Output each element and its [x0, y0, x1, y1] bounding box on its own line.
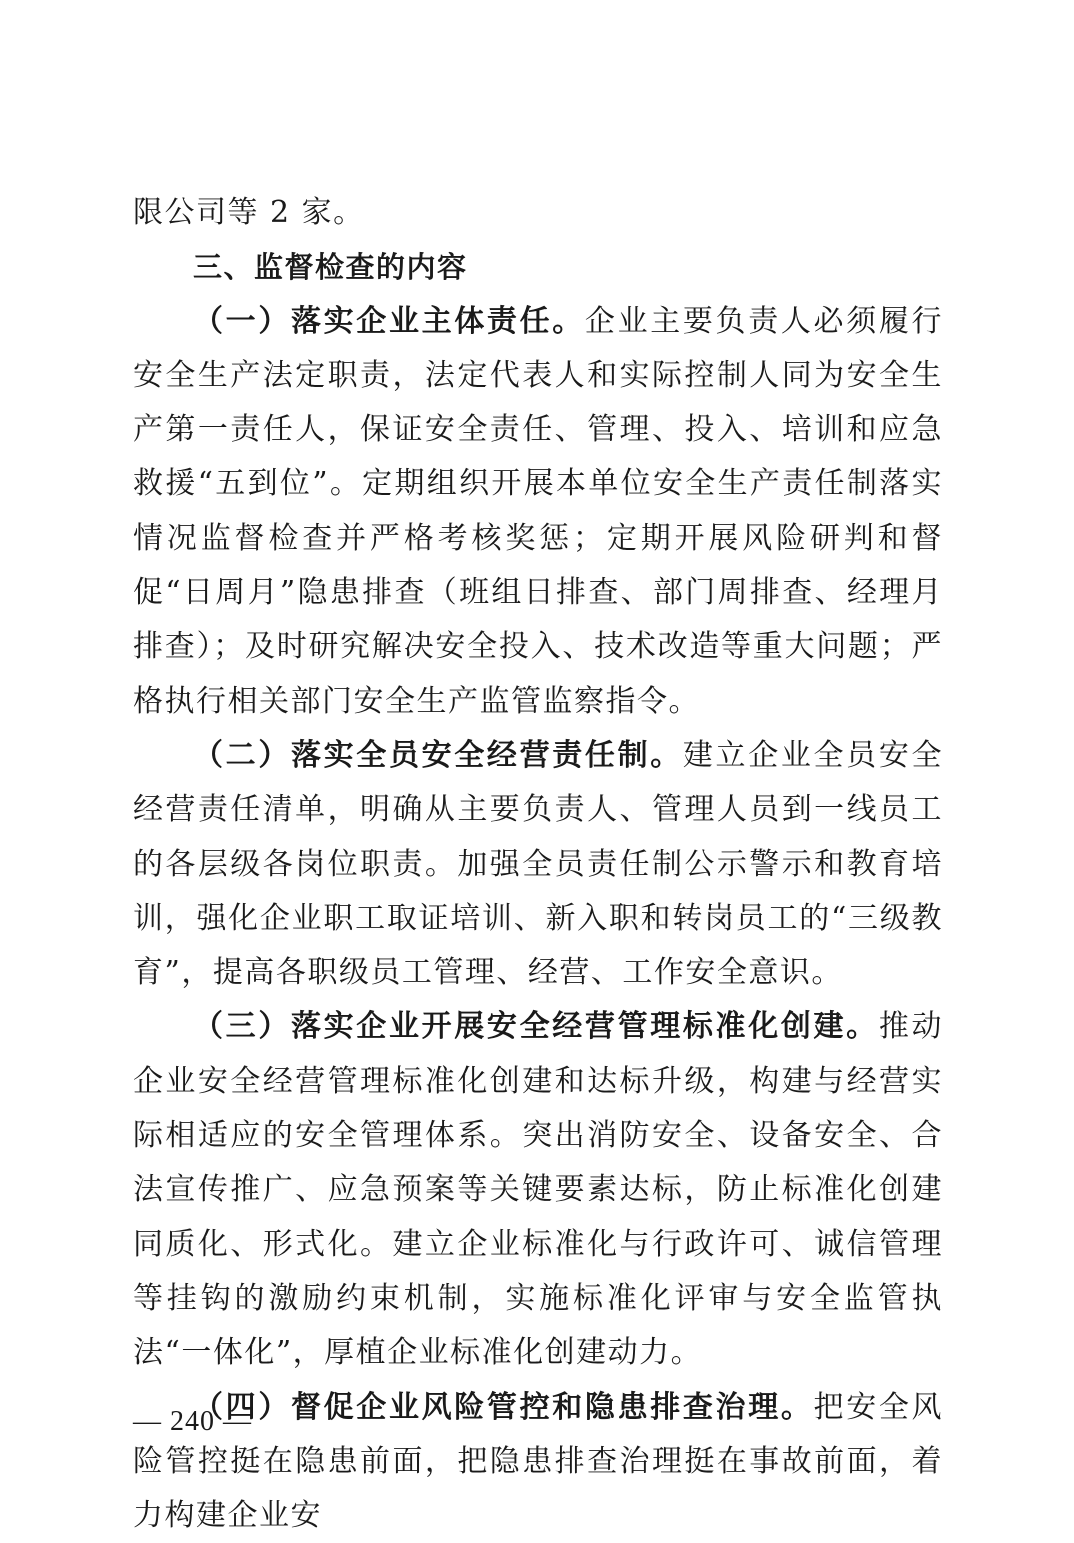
continuation-paragraph: 限公司等 2 家。: [133, 195, 365, 230]
item-1-title: （一）落实企业主体责任。: [193, 303, 585, 339]
page-number: — 240 —: [133, 1406, 252, 1437]
item-2-title: （二）落实全员安全经营责任制。: [193, 737, 683, 773]
item-4-title: （四）督促企业风险管控和隐患排查治理。: [193, 1389, 814, 1425]
item-4-body: 把安全风险管控挺在隐患前面，把隐患排查治理挺在事故前面，着力构建企业安: [133, 1389, 944, 1534]
item-3-title: （三）落实企业开展安全经营管理标准化创建。: [193, 1009, 879, 1045]
body-text: [133, 186, 943, 1543]
paragraph-item-1: [133, 295, 943, 729]
item-2-body: 建立企业全员安全经营责任清单，明确从主要负责人、管理人员到一线员工的各层级各岗位职责。加强全员责任制公示警示和教育培训，强化企业职工取证培训、新入职和转岗员工的“三级教育”，提高各职级员工管理、经营、工作安全意识。: [133, 737, 944, 991]
paragraph-item-3: [133, 1000, 943, 1380]
section-heading: 三、监督检查的内容: [193, 250, 468, 285]
paragraph-item-4: [133, 1381, 943, 1543]
item-1-body: 企业主要负责人必须履行安全生产法定职责，法定代表人和实际控制人同为安全生产第一责任人，保证安全责任、管理、投入、培训和应急救援“五到位”。定期组织开展本单位安全生产责任制落实情况监督检查并严格考核奖惩；定期开展风险研判和督促“日周月”隐患排查（班组日排查、部门周排查、经理月排查）；及时研究解决安全投入、技术改造等重大问题；严格执行相关部门安全生产监管监察指令。: [133, 303, 944, 719]
paragraph-item-2: [133, 729, 943, 1000]
item-3-body: 推动企业安全经营管理标准化创建和达标升级，构建与经营实际相适应的安全管理体系。突出消防安全、设备安全、合法宣传推广、应急预案等关键要素达标，防止标准化创建同质化、形式化。建立企业标准化与行政许可、诚信管理等挂钩的激励约束机制，实施标准化评审与安全监管执法“一体化”，厚植企业标准化创建动力。: [133, 1009, 944, 1371]
